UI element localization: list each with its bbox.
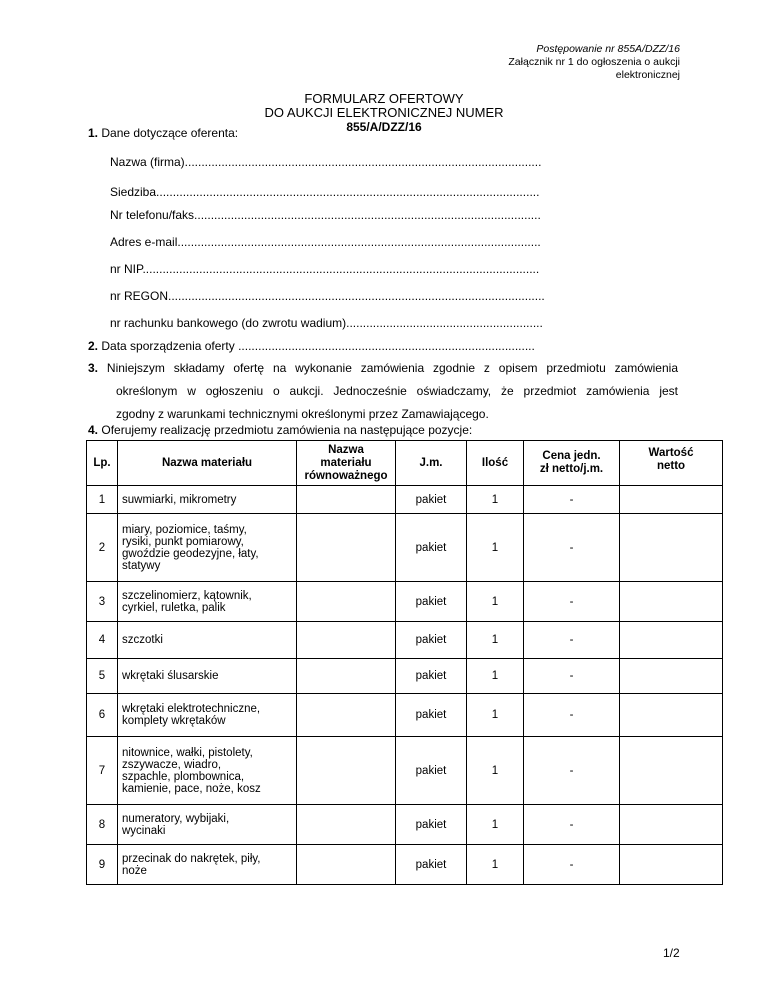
cell-material-name: wkrętaki ślusarskie xyxy=(118,659,297,694)
cell-equivalent[interactable] xyxy=(297,805,396,845)
cell-quantity: 1 xyxy=(467,514,524,582)
cell-unit-price[interactable]: - xyxy=(524,805,620,845)
cell-quantity: 1 xyxy=(467,622,524,659)
cell-lp: 3 xyxy=(87,582,118,622)
cell-quantity: 1 xyxy=(467,845,524,885)
cell-net-value[interactable] xyxy=(620,514,723,582)
cell-unit-price[interactable]: - xyxy=(524,622,620,659)
cell-equivalent[interactable] xyxy=(297,486,396,514)
cell-lp: 8 xyxy=(87,805,118,845)
items-table xyxy=(86,440,723,885)
section-4-number: 4. xyxy=(88,423,99,437)
cell-unit-price[interactable]: - xyxy=(524,659,620,694)
section-3-line-1: Niniejszym składamy ofertę na wykonanie zamówienia zgodnie z opisem przedmiotu zamówienia xyxy=(106,361,678,375)
cell-lp: 7 xyxy=(87,737,118,805)
field-email[interactable]: Adres e-mail............................................................................................................. xyxy=(110,235,541,249)
section-4-text: Oferujemy realizację przedmiotu zamówienia na następujące pozycje: xyxy=(101,423,473,437)
header-material-name: Nazwa materiału xyxy=(118,441,297,486)
cell-unit: pakiet xyxy=(396,582,467,622)
header-lp: Lp. xyxy=(87,441,118,486)
section-1-text: Dane dotyczące oferenta: xyxy=(101,126,239,140)
title-line-2: DO AUKCJI ELEKTRONICZNEJ NUMER xyxy=(264,105,504,120)
cell-quantity: 1 xyxy=(467,659,524,694)
field-company-name[interactable]: Nazwa (firma)........................................................................................................... xyxy=(110,155,542,169)
cell-unit: pakiet xyxy=(396,659,467,694)
cell-equivalent[interactable] xyxy=(297,622,396,659)
cell-unit: pakiet xyxy=(396,486,467,514)
cell-unit: pakiet xyxy=(396,694,467,737)
cell-unit: pakiet xyxy=(396,622,467,659)
cell-equivalent[interactable] xyxy=(297,659,396,694)
cell-quantity: 1 xyxy=(467,805,524,845)
header-net-value: Wartość netto xyxy=(620,441,723,486)
cell-unit-price[interactable]: - xyxy=(524,845,620,885)
cell-unit: pakiet xyxy=(396,845,467,885)
cell-material-name: numeratory, wybijaki, wycinaki xyxy=(118,805,297,845)
cell-lp: 6 xyxy=(87,694,118,737)
section-3-number: 3. xyxy=(88,361,99,375)
cell-quantity: 1 xyxy=(467,486,524,514)
header-unit-price: Cena jedn. zł netto/j.m. xyxy=(524,441,620,486)
header-quantity: Ilość xyxy=(467,441,524,486)
header-unit: J.m. xyxy=(396,441,467,486)
cell-equivalent[interactable] xyxy=(297,514,396,582)
cell-lp: 9 xyxy=(87,845,118,885)
cell-unit: pakiet xyxy=(396,737,467,805)
auction-number: 855/A/DZZ/16 xyxy=(346,120,422,134)
field-phone-fax[interactable]: Nr telefonu/faks........................................................................................................ xyxy=(110,208,541,222)
page-number: 1/2 xyxy=(663,946,680,960)
cell-net-value[interactable] xyxy=(620,622,723,659)
cell-quantity: 1 xyxy=(467,737,524,805)
cell-material-name: przecinak do nakrętek, piły, noże xyxy=(118,845,297,885)
cell-unit-price[interactable]: - xyxy=(524,737,620,805)
document-header xyxy=(508,43,680,82)
cell-unit-price[interactable]: - xyxy=(524,582,620,622)
cell-equivalent[interactable] xyxy=(297,845,396,885)
table-row xyxy=(87,805,723,845)
cell-net-value[interactable] xyxy=(620,845,723,885)
cell-net-value[interactable] xyxy=(620,582,723,622)
table-row xyxy=(87,845,723,885)
section-4-heading xyxy=(88,419,472,442)
section-2[interactable] xyxy=(88,335,535,358)
cell-unit-price[interactable]: - xyxy=(524,486,620,514)
cell-net-value[interactable] xyxy=(620,486,723,514)
cell-quantity: 1 xyxy=(467,694,524,737)
cell-material-name: wkrętaki elektrotechniczne, komplety wkrętaków xyxy=(118,694,297,737)
table-row xyxy=(87,486,723,514)
table-header-row xyxy=(87,441,723,486)
cell-lp: 1 xyxy=(87,486,118,514)
cell-material-name: szczelinomierz, kątownik, cyrkiel, ruletka, palik xyxy=(118,582,297,622)
cell-unit-price[interactable]: - xyxy=(524,694,620,737)
cell-net-value[interactable] xyxy=(620,805,723,845)
cell-material-name: nitownice, wałki, pistolety, zszywacze, wiadro, szpachle, plombownica, kamienie, pace, noże, kosz xyxy=(118,737,297,805)
cell-equivalent[interactable] xyxy=(297,582,396,622)
section-3-line-3: zgodny z warunkami technicznymi określonymi przez Zamawiającego. xyxy=(116,407,489,421)
cell-material-name: suwmiarki, mikrometry xyxy=(118,486,297,514)
field-regon[interactable]: nr REGON................................................................................................................. xyxy=(110,289,545,303)
cell-unit-price[interactable]: - xyxy=(524,514,620,582)
table-row xyxy=(87,622,723,659)
table-row xyxy=(87,582,723,622)
proceeding-number: Postępowanie nr 855A/DZZ/16 xyxy=(536,43,680,55)
cell-lp: 5 xyxy=(87,659,118,694)
cell-lp: 4 xyxy=(87,622,118,659)
field-nip[interactable]: nr NIP....................................................................................................................... xyxy=(110,262,540,276)
cell-material-name: miary, poziomice, taśmy, rysiki, punkt pomiarowy, gwoździe geodezyjne, łaty, statywy xyxy=(118,514,297,582)
table-row xyxy=(87,514,723,582)
attachment-line-1: Załącznik nr 1 do ogłoszenia o aukcji xyxy=(508,56,680,68)
attachment-line-2: elektronicznej xyxy=(615,69,680,81)
table-row xyxy=(87,737,723,805)
table-row xyxy=(87,659,723,694)
section-3 xyxy=(88,357,678,426)
cell-quantity: 1 xyxy=(467,582,524,622)
cell-lp: 2 xyxy=(87,514,118,582)
cell-net-value[interactable] xyxy=(620,659,723,694)
cell-net-value[interactable] xyxy=(620,694,723,737)
section-1-number: 1. xyxy=(88,126,99,140)
field-bank-account[interactable]: nr rachunku bankowego (do zwrotu wadium)........................................................... xyxy=(110,316,543,330)
cell-equivalent[interactable] xyxy=(297,737,396,805)
cell-unit: pakiet xyxy=(396,805,467,845)
field-seat[interactable]: Siedziba................................................................................................................... xyxy=(110,185,540,199)
cell-unit: pakiet xyxy=(396,514,467,582)
table-row xyxy=(87,694,723,737)
cell-net-value[interactable] xyxy=(620,737,723,805)
section-3-line-2: określonym w ogłoszeniu o aukcji. Jednocześnie oświadczamy, że przedmiot zamówienia jest xyxy=(116,384,678,398)
header-equivalent-name: Nazwa materiału równoważnego xyxy=(297,441,396,486)
cell-equivalent[interactable] xyxy=(297,694,396,737)
title-line-1: FORMULARZ OFERTOWY xyxy=(304,91,464,106)
cell-material-name: szczotki xyxy=(118,622,297,659)
section-2-text: Data sporządzenia oferty ......................................................................................... xyxy=(101,339,535,353)
section-1-heading xyxy=(88,126,238,140)
section-2-number: 2. xyxy=(88,339,99,353)
